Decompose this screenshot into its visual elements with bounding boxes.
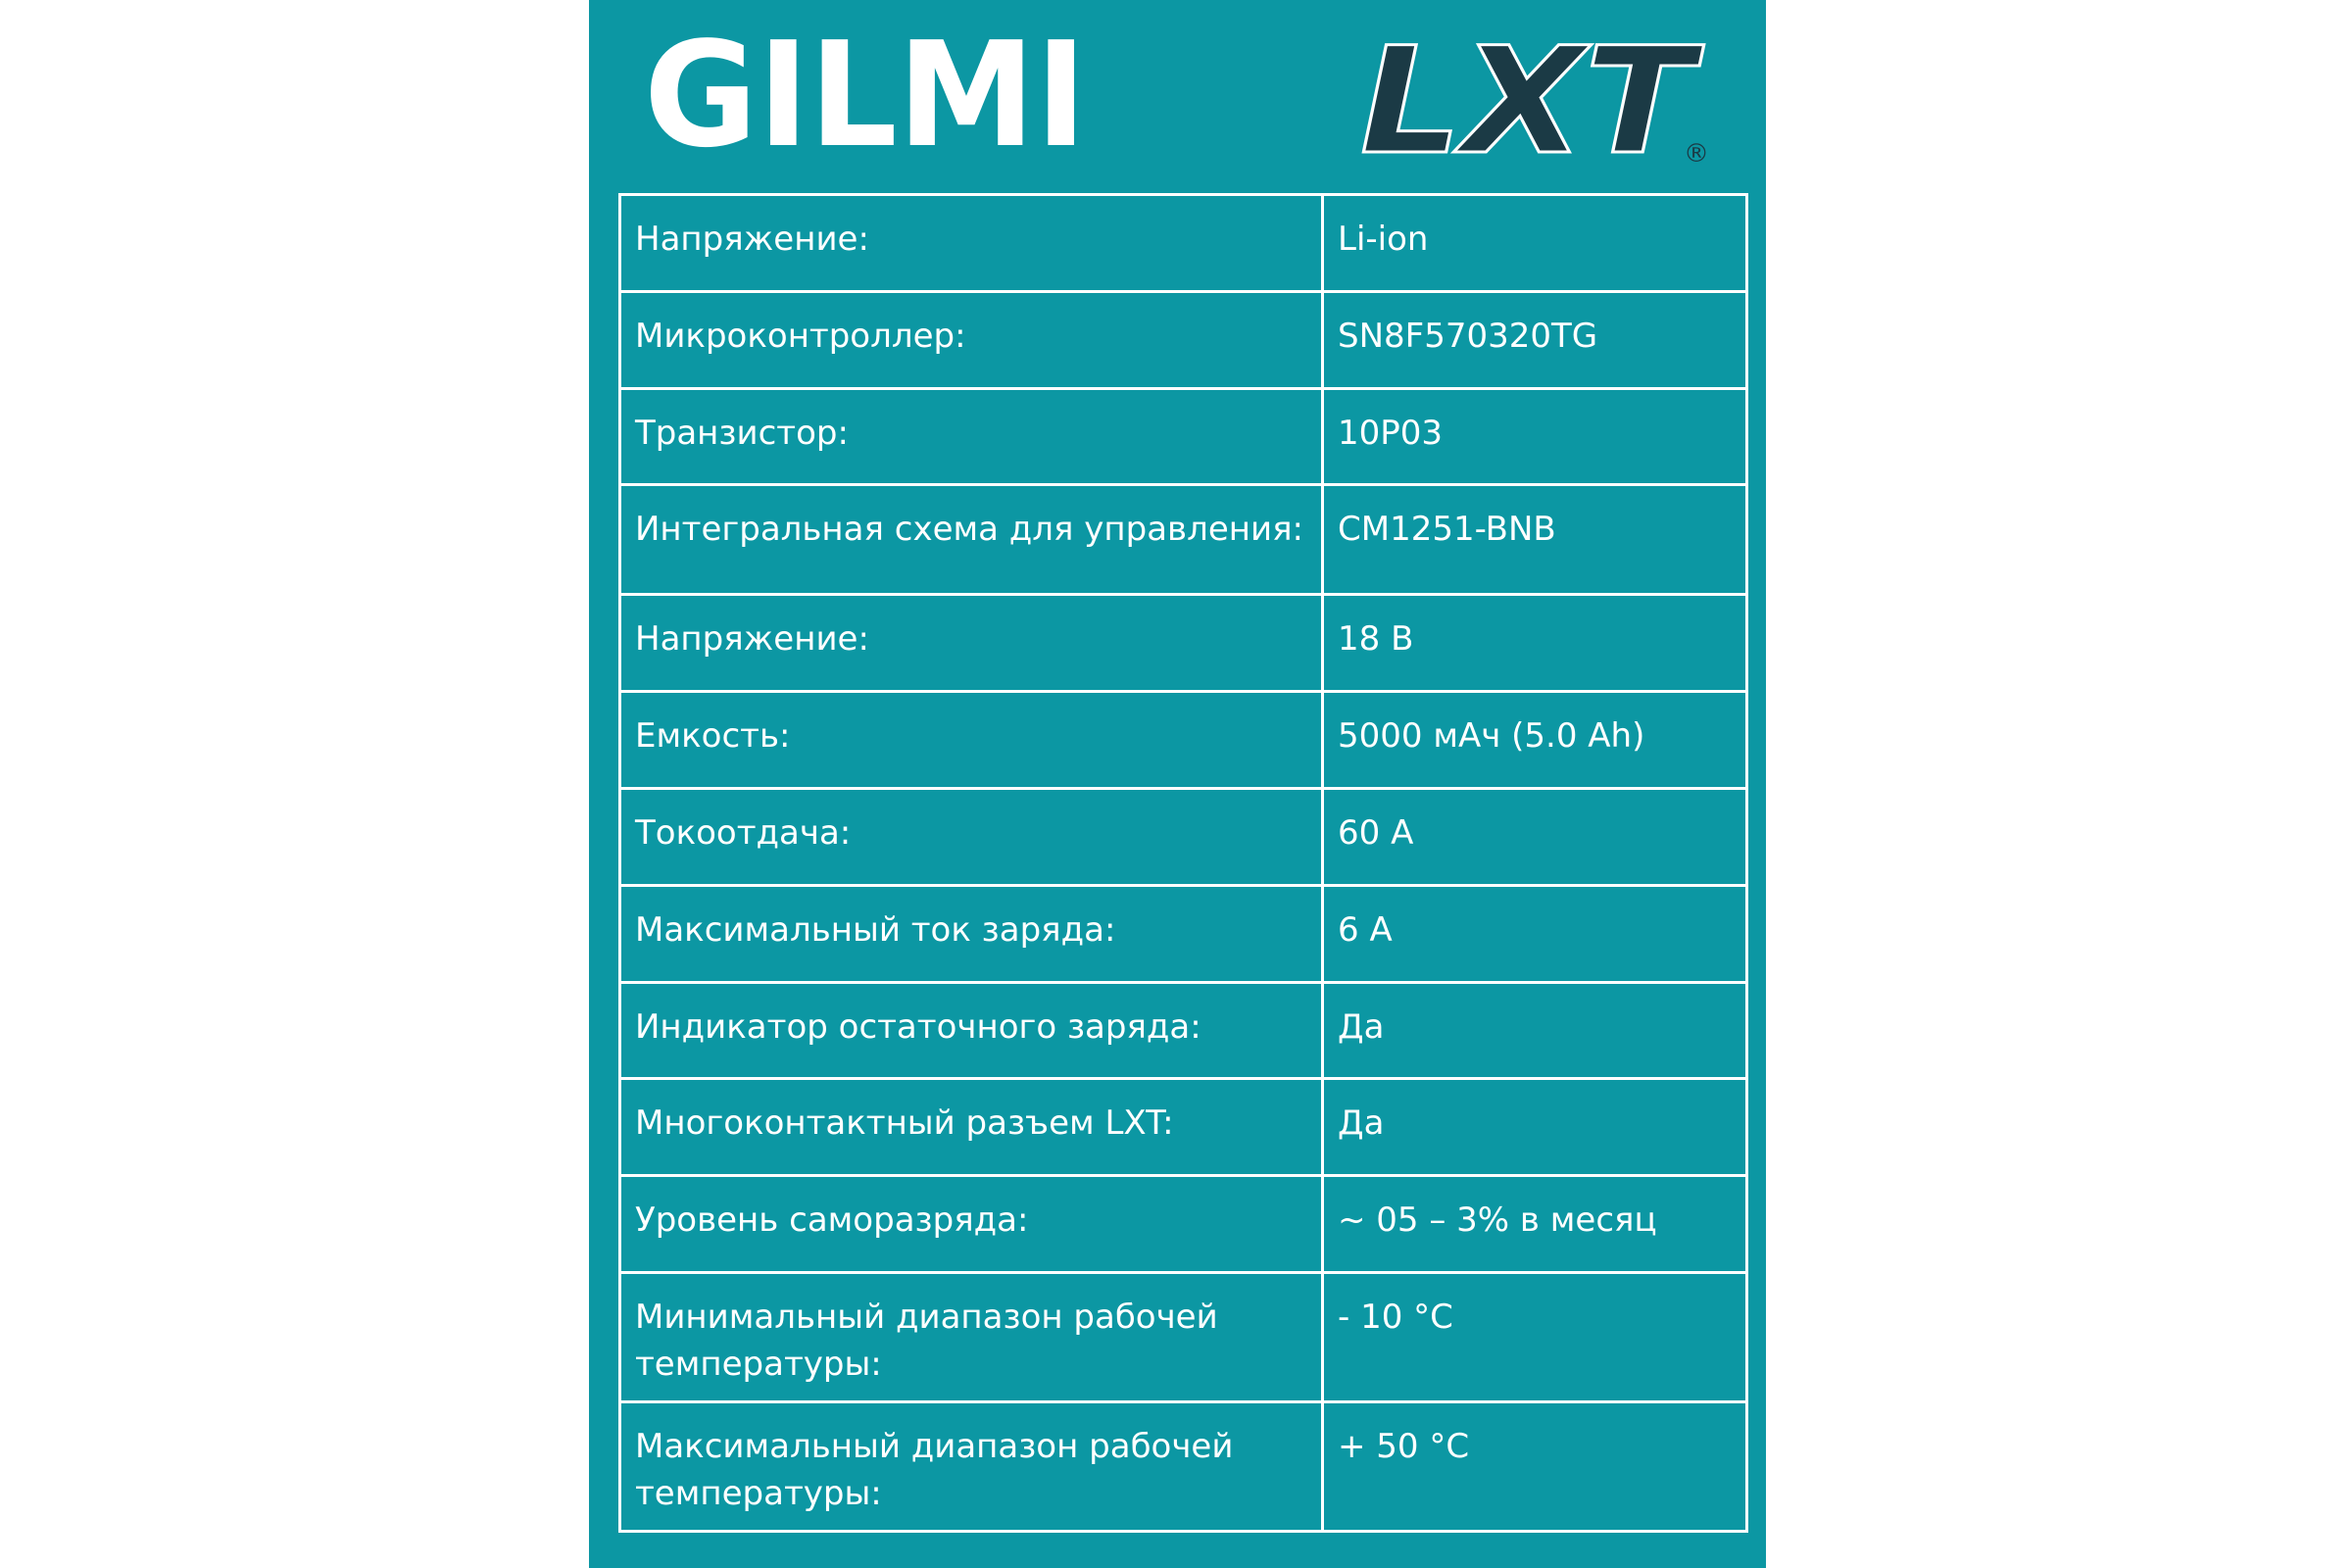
lxt-logo-text: LXT bbox=[1360, 20, 1705, 167]
spec-value: - 10 °С bbox=[1323, 1272, 1747, 1401]
spec-panel bbox=[589, 0, 1766, 1568]
table-row bbox=[620, 788, 1747, 885]
spec-label: Интегральная схема для управления: bbox=[620, 485, 1323, 595]
table-row bbox=[620, 195, 1747, 292]
spec-table bbox=[618, 193, 1748, 1533]
spec-label: Емкость: bbox=[620, 692, 1323, 789]
spec-label: Микроконтроллер: bbox=[620, 291, 1323, 388]
spec-label: Напряжение: bbox=[620, 195, 1323, 292]
spec-value: CM1251-BNB bbox=[1323, 485, 1747, 595]
spec-label: Максимальный диапазон рабочей температуры: bbox=[620, 1401, 1323, 1531]
gilmi-logo-text: GILMI bbox=[644, 20, 1087, 167]
gilmi-logo bbox=[644, 20, 1095, 167]
table-row bbox=[620, 982, 1747, 1079]
table-row bbox=[620, 291, 1747, 388]
lxt-logo bbox=[1350, 20, 1719, 167]
spec-value: ~ 05 – 3% в месяц bbox=[1323, 1176, 1747, 1273]
spec-value: 6 А bbox=[1323, 885, 1747, 982]
registered-mark: ® bbox=[1684, 139, 1709, 167]
spec-label: Транзистор: bbox=[620, 388, 1323, 485]
spec-label: Минимальный диапазон рабочей температуры: bbox=[620, 1272, 1323, 1401]
table-row bbox=[620, 885, 1747, 982]
table-row bbox=[620, 1401, 1747, 1531]
spec-value: SN8F570320TG bbox=[1323, 291, 1747, 388]
spec-label: Напряжение: bbox=[620, 595, 1323, 692]
table-row bbox=[620, 485, 1747, 595]
spec-value: 60 А bbox=[1323, 788, 1747, 885]
table-row bbox=[620, 1079, 1747, 1176]
spec-label: Многоконтактный разъем LXT: bbox=[620, 1079, 1323, 1176]
spec-label: Индикатор остаточного заряда: bbox=[620, 982, 1323, 1079]
spec-value: 10P03 bbox=[1323, 388, 1747, 485]
spec-value: Li-ion bbox=[1323, 195, 1747, 292]
table-row bbox=[620, 595, 1747, 692]
spec-label: Уровень саморазряда: bbox=[620, 1176, 1323, 1273]
table-row bbox=[620, 1272, 1747, 1401]
spec-label: Максимальный ток заряда: bbox=[620, 885, 1323, 982]
table-row bbox=[620, 692, 1747, 789]
spec-value: 5000 мАч (5.0 Ah) bbox=[1323, 692, 1747, 789]
spec-value: Да bbox=[1323, 1079, 1747, 1176]
spec-label: Токоотдача: bbox=[620, 788, 1323, 885]
spec-value: 18 В bbox=[1323, 595, 1747, 692]
table-row bbox=[620, 1176, 1747, 1273]
spec-value: Да bbox=[1323, 982, 1747, 1079]
table-row bbox=[620, 388, 1747, 485]
spec-value: + 50 °С bbox=[1323, 1401, 1747, 1531]
